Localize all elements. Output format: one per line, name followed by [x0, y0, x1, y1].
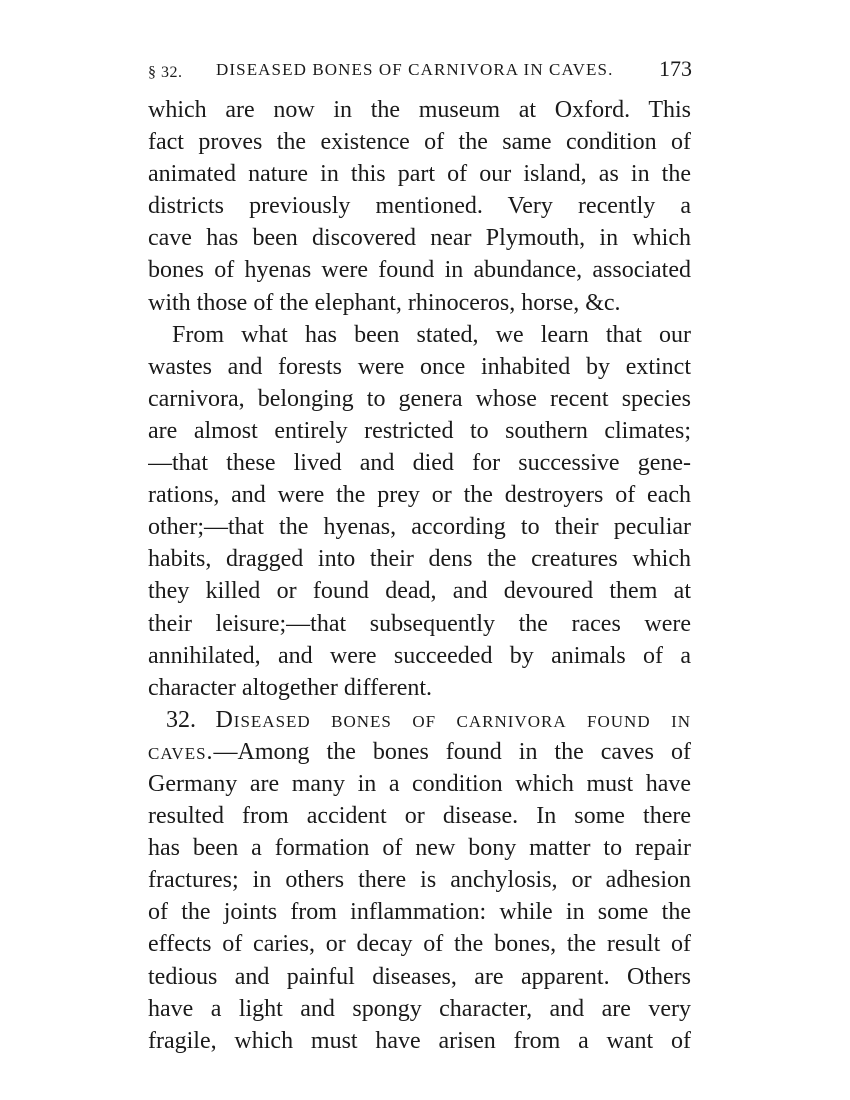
body-text [148, 94, 691, 1057]
text-line: fact proves the existence of the same condition of [148, 129, 691, 156]
text-line: cave has been discovered near Plymouth, in which [148, 225, 691, 252]
running-title: DISEASED BONES OF CARNIVORA IN CAVES. [216, 60, 614, 79]
text-line: bones of hyenas were found in abundance, associated [148, 257, 691, 284]
section-heading [148, 704, 691, 736]
text-line: fractures; in others there is anchylosis, or adhesion [148, 867, 691, 894]
text-line: From what has been stated, we learn that our [172, 321, 691, 348]
text-line: they killed or found dead, and devoured them at [148, 578, 691, 605]
text-line [148, 736, 691, 768]
text-line: their leisure;—that subsequently the races were [148, 610, 691, 637]
text-line: tedious and painful diseases, are apparent. Others [148, 963, 691, 990]
text-line: Germany are many in a condition which must have [148, 770, 691, 797]
running-head [148, 56, 692, 86]
text-line: other;—that the hyenas, according to their peculiar [148, 514, 691, 541]
text-line: which are now in the museum at Oxford. This [148, 97, 691, 123]
text-line: fragile, which must have arisen from a want of [148, 1027, 691, 1054]
text-line: character altogether different. [148, 674, 433, 701]
text-line: districts previously mentioned. Very recently a [148, 193, 691, 220]
text-line: rations, and were the prey or the destroyers of each [148, 482, 691, 509]
text-line: with those of the elephant, rhinoceros, horse, &c. [148, 289, 621, 316]
section-heading-cont: caves. [148, 738, 214, 765]
text-line: of the joints from inflammation: while in some the [148, 899, 691, 926]
text-line: habits, dragged into their dens the creatures which [148, 546, 691, 573]
text-line: has been a formation of new bony matter to repair [148, 835, 691, 862]
text-line: resulted from accident or disease. In some there [148, 803, 691, 830]
page-number: 173 [659, 56, 692, 81]
text-line: are almost entirely restricted to southern climates; [148, 417, 691, 444]
text-line: annihilated, and were succeeded by animals of a [148, 642, 691, 669]
section-number: 32. [166, 706, 196, 733]
section-mark: § 32. [148, 64, 183, 81]
text-line: have a light and spongy character, and are very [148, 995, 691, 1022]
text-line: effects of caries, or decay of the bones, the result of [148, 931, 691, 958]
text-line: animated nature in this part of our island, as in the [148, 161, 691, 188]
first-line-rest: —Among the bones found in the caves of [213, 738, 691, 765]
text-line: —that these lived and died for successive gene- [148, 450, 691, 477]
text-line: wastes and forests were once inhabited by extinct [148, 353, 691, 380]
text-line: carnivora, belonging to genera whose recent species [148, 385, 691, 412]
section-heading-text: Diseased bones of carnivora found in [215, 706, 691, 733]
